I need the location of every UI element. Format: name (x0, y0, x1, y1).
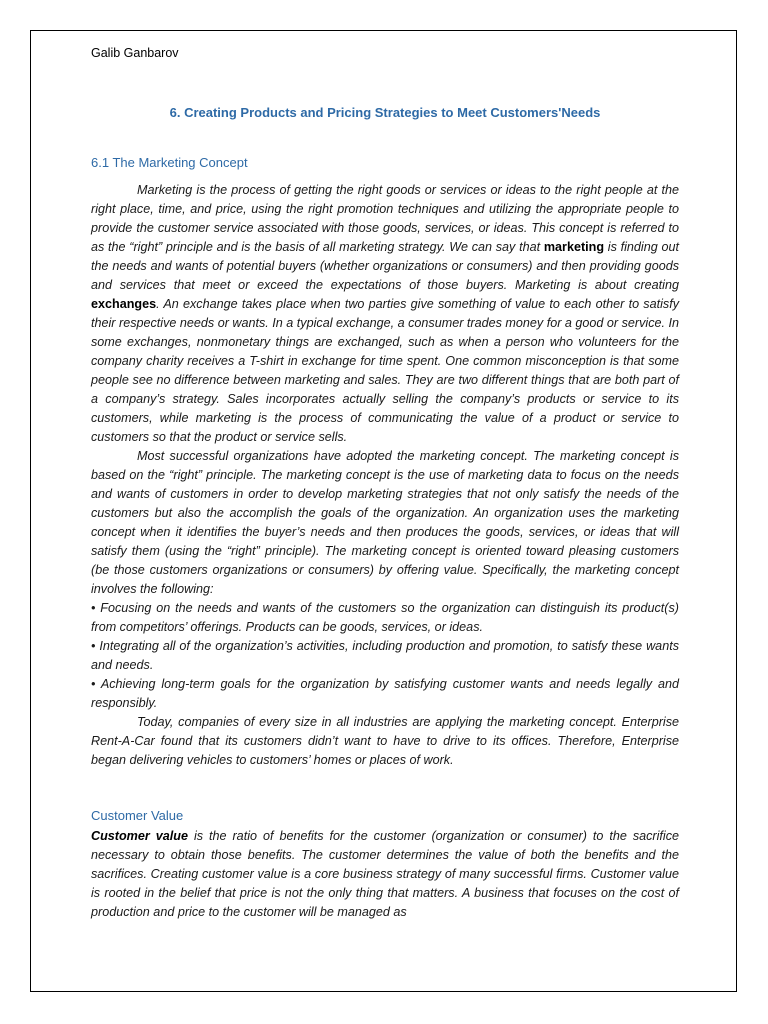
paragraph (91, 827, 679, 922)
document-page (30, 30, 737, 992)
section-body-marketing-concept (91, 181, 679, 770)
paragraph-text: is the ratio of benefits for the customer (organization or consumer) to the sacrifice necessary to obtain those benefits. The customer determines the value of both the benefits and the sacrifices. Creating customer value is a core business strategy of many successful firms. Customer value is rooted in the belief that price is not the only thing that matters. A business that focuses on the cost of production and price to the customer will be managed as (91, 829, 680, 919)
section-heading-customer-value: Customer Value (91, 808, 184, 823)
paragraph-text: Marketing is the process of getting the right goods or services or ideas to the right people at the right place, time, and price, using the right promotion techniques and utilizing the appropriate people to provide the customer service associated with those goods, services, or ideas. This concept is referred to as the “right” principle and is the basis of all marketing strategy. We can say that (91, 183, 679, 254)
paragraph: Today, companies of every size in all industries are applying the marketing concept. Enterprise Rent-A-Car found that its customers didn’t want to have to drive to its offices. Therefore, Enterprise began delivering vehicles to customers’ homes or places of work. (91, 715, 679, 767)
paragraph-text: is finding out the needs and wants of potential buyers (whether organizations or consumers) and then providing goods and services that meet or exceed the expectations of those buyers. Marketing is about creating (91, 240, 679, 292)
section-body-customer-value (91, 827, 679, 922)
paragraph: Most successful organizations have adopted the marketing concept. The marketing concept is based on the “right” principle. The marketing concept is the use of marketing data to focus on the needs and wants of customers in order to develop marketing strategies that not only satisfy the needs of the customers but also the accomplish the goals of the organization. An organization uses the marketing concept when it identifies the buyer’s needs and then produces the goods, services, or ideas that will satisfy them (using the “right” principle). The marketing concept is oriented toward pleasing customers (be those customers organizations or consumers) by offering value. Specifically, the marketing concept involves the following: (91, 449, 679, 596)
paragraph-text: . An exchange takes place when two parties give something of value to each other to satisfy their respective needs or wants. In a typical exchange, a consumer trades money for a good or service. In some exchanges, nonmonetary things are exchanged, such as when a person who volunteers for the company charity receives a T-shirt in exchange for time spent. One common misconception is that some people see no difference between marketing and sales. They are two different things that are both part of a company’s strategy. Sales incorporates actually selling the company’s products or service to its customers, while marketing is the process of communicating the value of a product or service to customers so that the product or service sells. (91, 297, 680, 444)
bullet-item: • Focusing on the needs and wants of the customers so the organization can distinguish its product(s) from competitors’ offerings. Products can be goods, services, or ideas. (91, 601, 679, 634)
keyword-customer-value: Customer value (91, 829, 188, 843)
keyword-marketing: marketing (543, 240, 605, 254)
page-title: 6. Creating Products and Pricing Strategies to Meet Customers'Needs (169, 105, 601, 120)
bullet-item: • Achieving long-term goals for the organization by satisfying customer wants and needs legally and responsibly. (91, 677, 679, 710)
bullet-item: • Integrating all of the organization’s activities, including production and promotion, to satisfy these wants and needs. (91, 639, 679, 672)
section-heading-marketing-concept: 6.1 The Marketing Concept (91, 155, 248, 170)
paragraph (91, 181, 679, 447)
keyword-exchanges: exchanges (91, 297, 157, 311)
header-author: Galib Ganbarov (91, 46, 179, 60)
